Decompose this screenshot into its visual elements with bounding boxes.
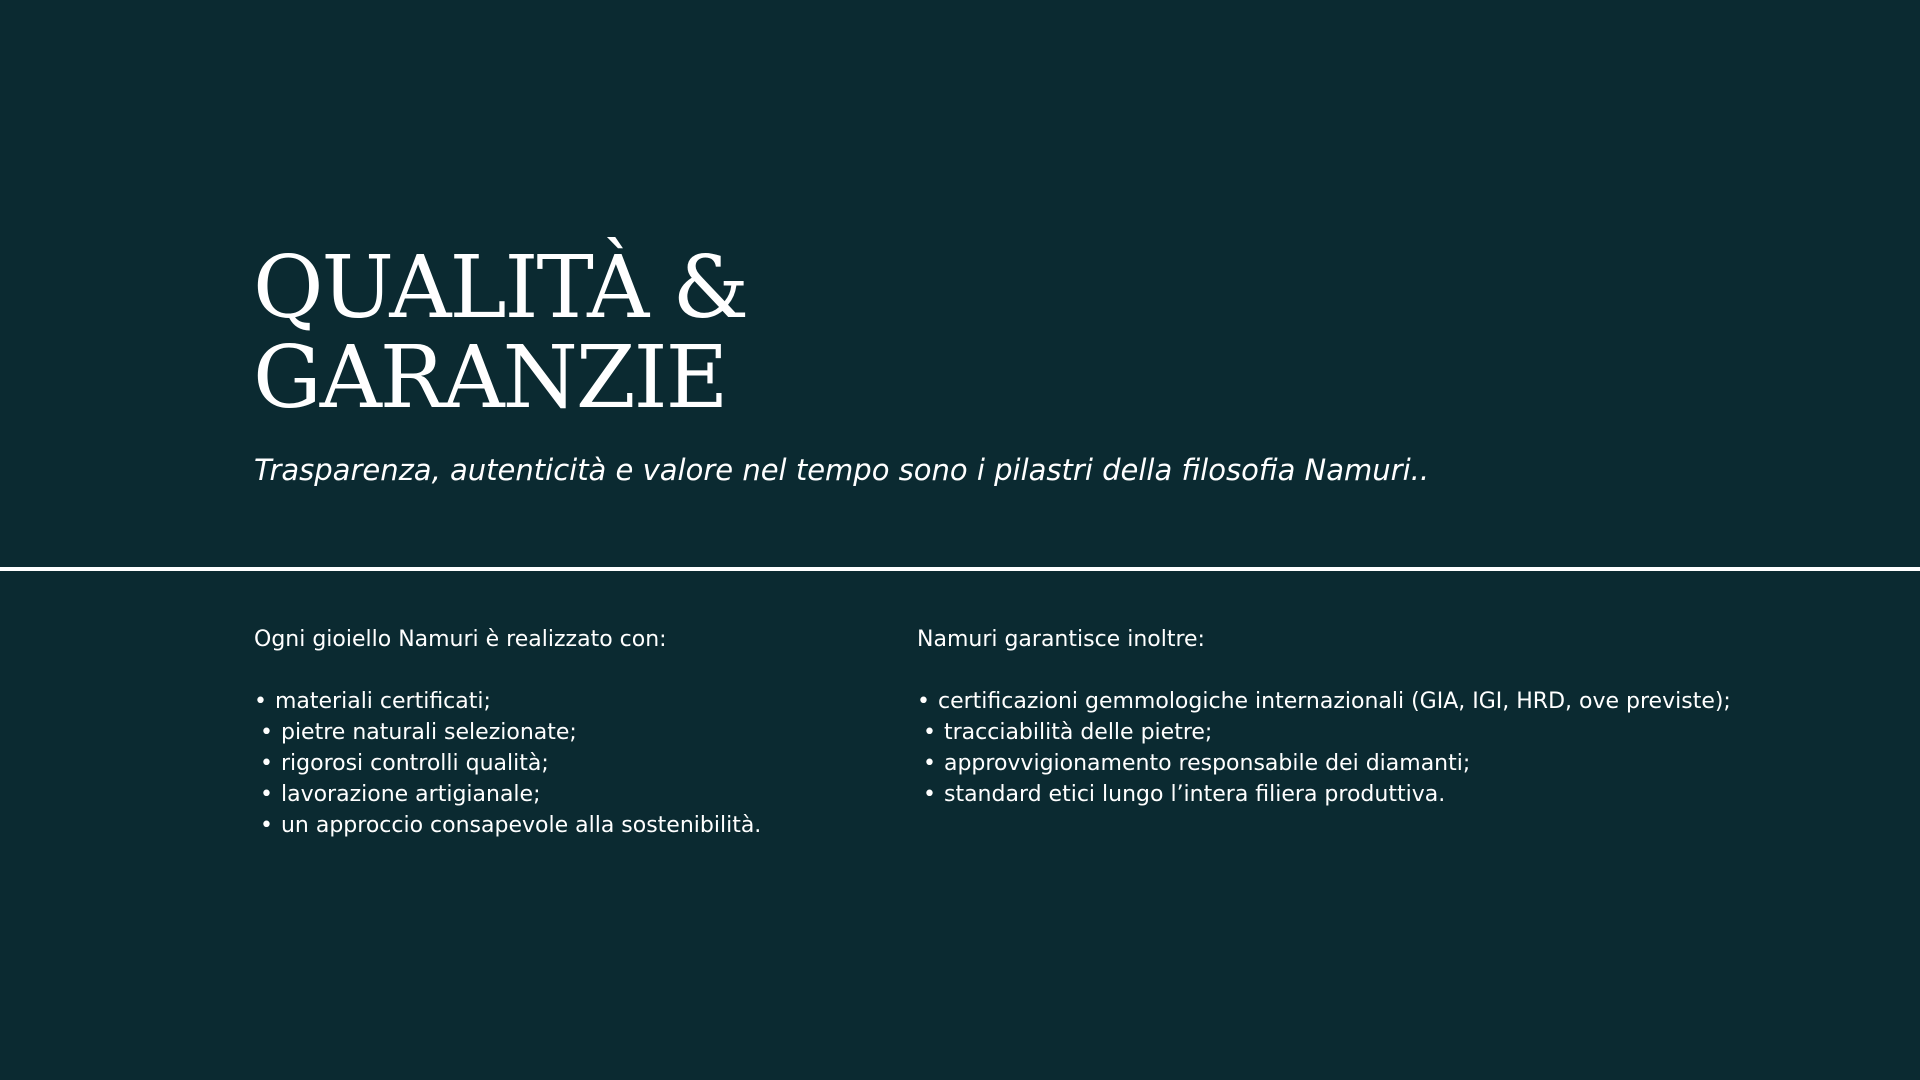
bullet-icon: • [260,813,273,838]
title-line-2: GARANZIE [253,328,727,428]
bullet-icon: • [923,751,936,776]
bullet-icon: • [254,689,267,714]
bullet-icon: • [923,782,936,807]
bullet-icon: • [917,689,930,714]
list-item-text: pietre naturali selezionate; [280,720,577,745]
right-column [917,624,1731,810]
list-item-text: rigorosi controlli qualità; [280,751,549,776]
right-column-intro: Namuri garantisce inoltre: [917,627,1205,652]
list-item [917,686,1731,717]
left-column-intro: Ogni gioiello Namuri è realizzato con: [254,627,667,652]
list-item [254,779,761,810]
list-item [917,779,1731,810]
list-item [917,717,1731,748]
list-item-text: tracciabilità delle pietre; [943,720,1213,745]
list-item [254,686,761,717]
subtitle: Trasparenza, autenticità e valore nel tempo sono i pilastri della filosofia Namuri.. [254,453,1430,487]
list-item [917,748,1731,779]
list-item [254,717,761,748]
page-title [253,238,748,428]
list-item-text: approvvigionamento responsabile dei diamanti; [943,751,1471,776]
list-item-text: lavorazione artigianale; [280,782,541,807]
list-item [254,810,761,841]
right-column-list [917,686,1731,810]
list-item-text: certificazioni gemmologiche internazionali (GIA, IGI, HRD, ove previste); [937,689,1731,714]
divider [0,567,1920,571]
list-item-text: standard etici lungo l’intera filiera produttiva. [943,782,1446,807]
list-item [254,748,761,779]
left-column [254,624,761,841]
bullet-icon: • [260,782,273,807]
bullet-icon: • [923,720,936,745]
left-column-list [254,686,761,841]
title-line-1: QUALITÀ & [253,238,748,338]
list-item-text: un approccio consapevole alla sostenibilità. [280,813,762,838]
bullet-icon: • [260,720,273,745]
bullet-icon: • [260,751,273,776]
list-item-text: materiali certificati; [274,689,491,714]
